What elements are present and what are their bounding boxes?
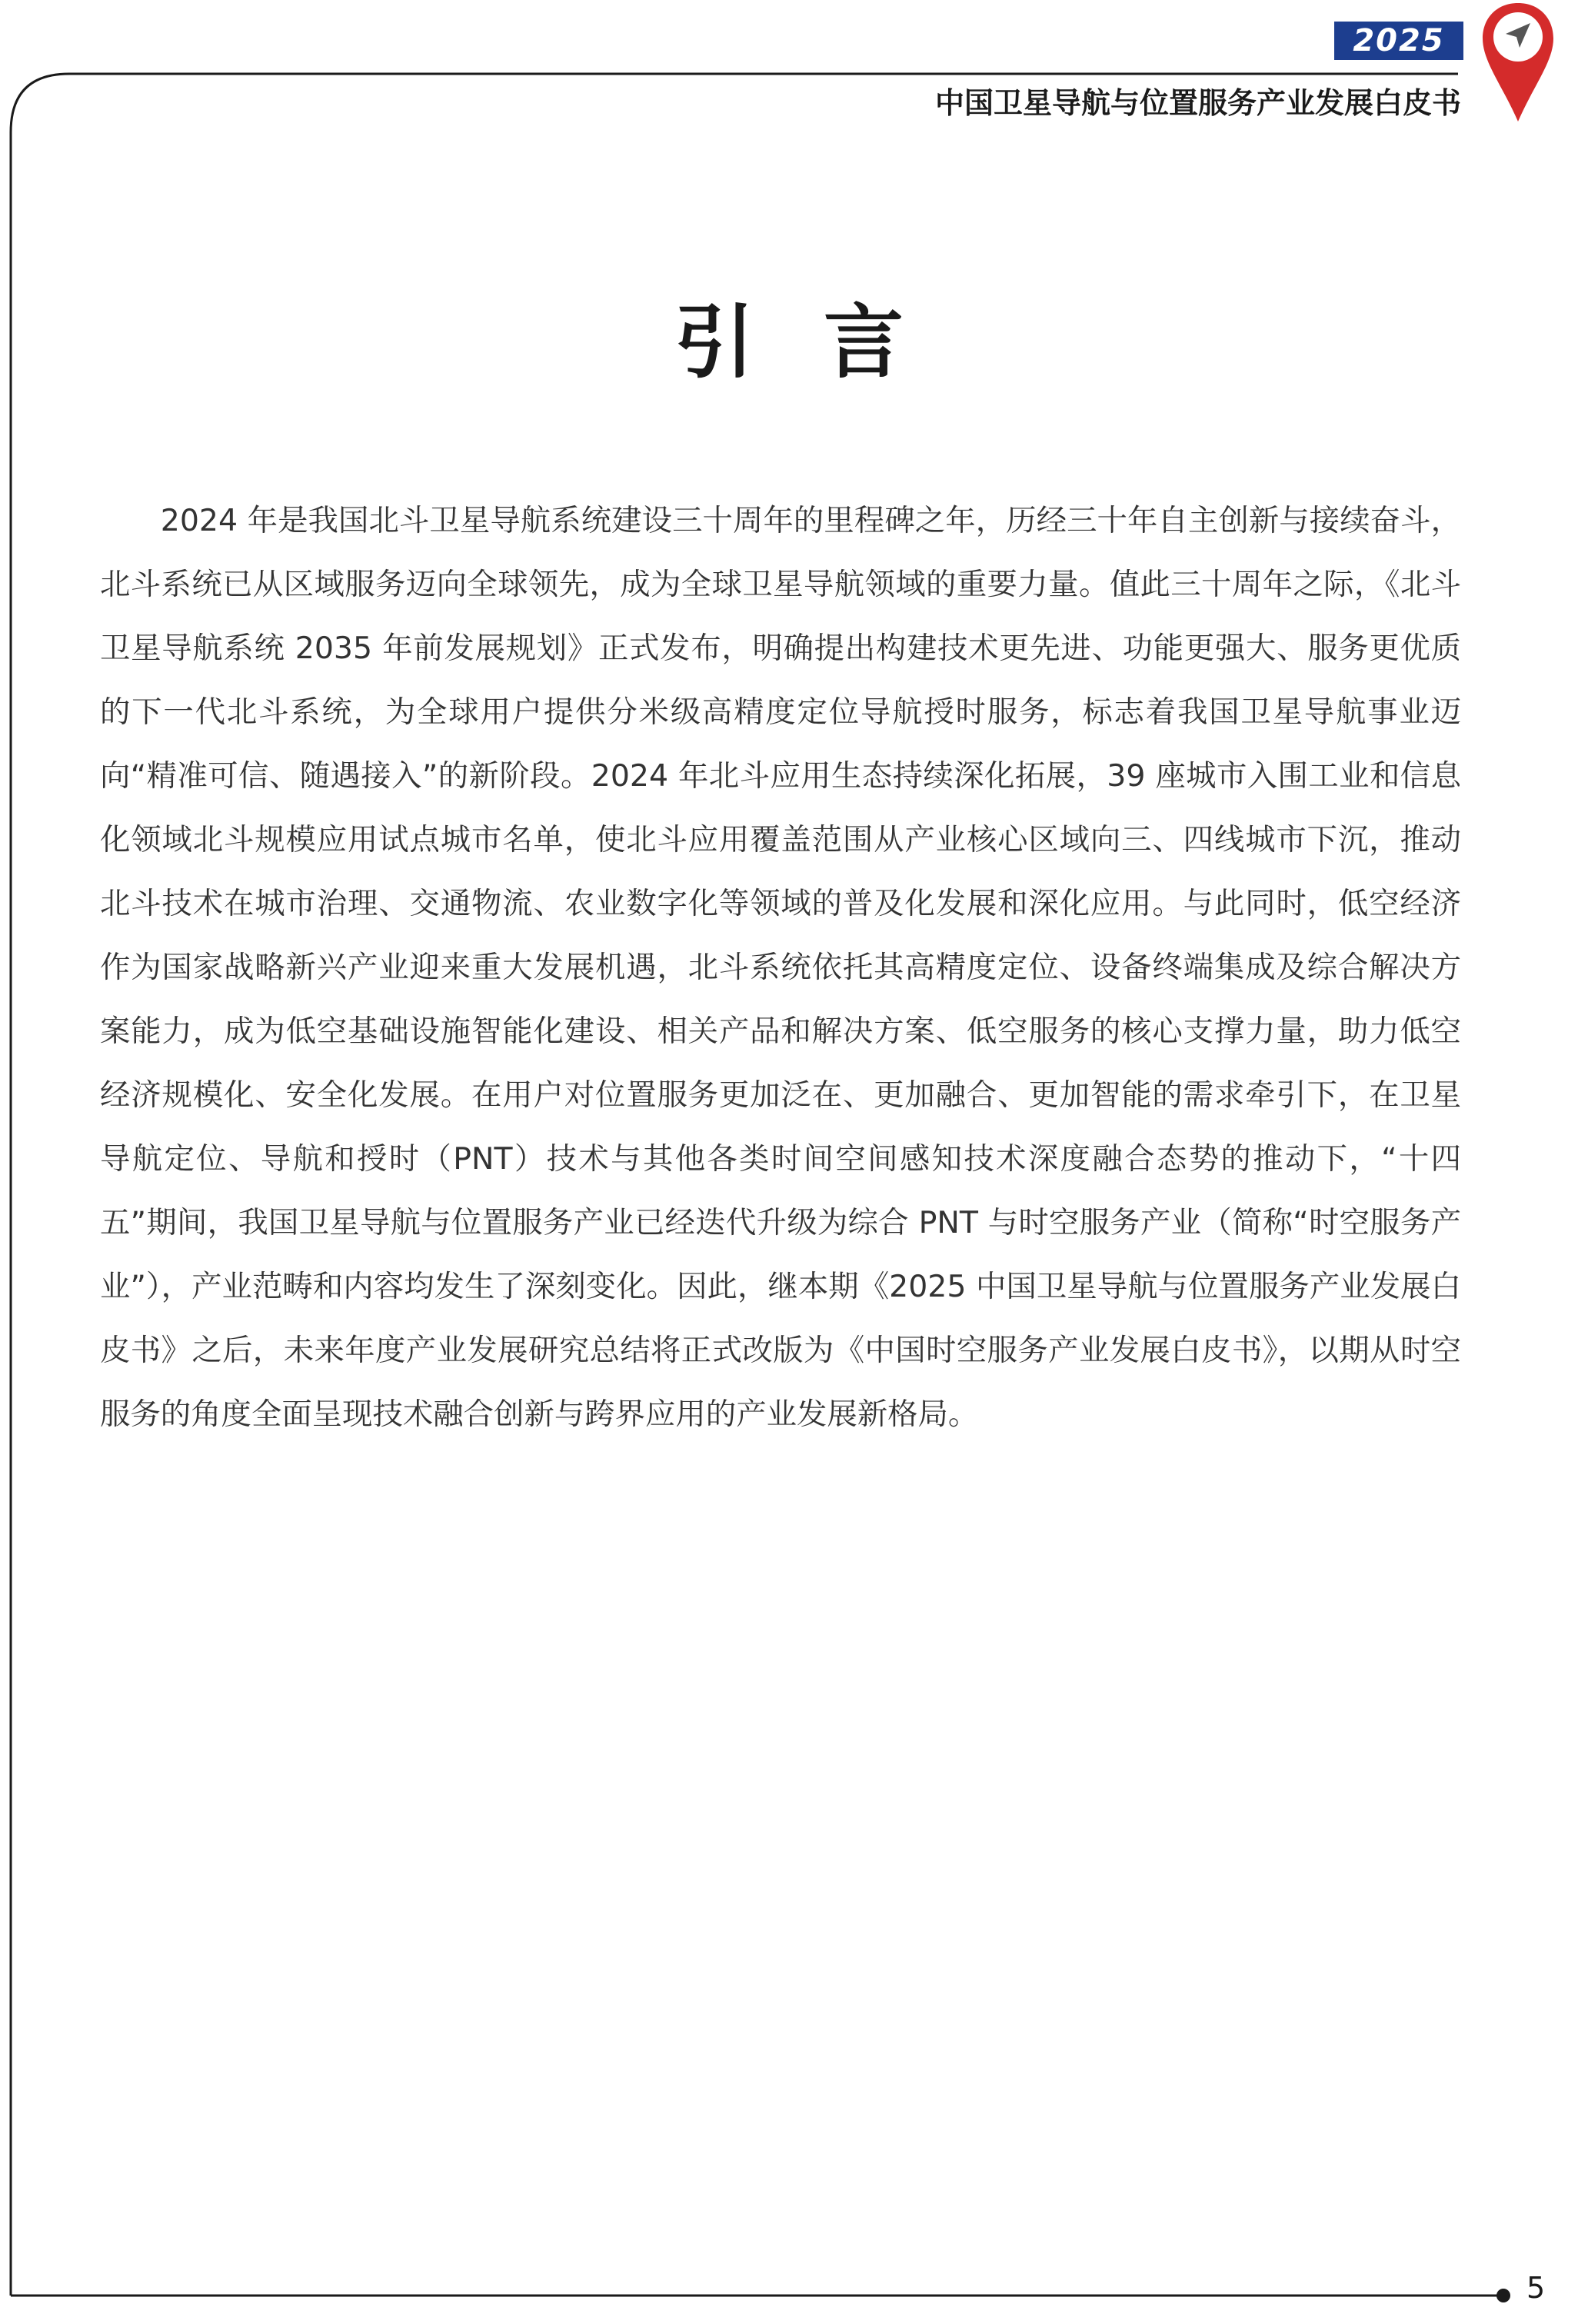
- page-number: 5: [1526, 2271, 1546, 2305]
- year-badge: 2025: [1334, 22, 1463, 60]
- frame-bottom-dot: [1496, 2289, 1510, 2302]
- intro-paragraph: 2024 年是我国北斗卫星导航系统建设三十周年的里程碑之年，历经三十年自主创新与接续奋斗，北斗系统已从区域服务迈向全球领先，成为全球卫星导航领域的重要力量。值此三十周年之际，《北斗卫星导航系统 2035 年前发展规划》正式发布，明确提出构建技术更先进、功能更强大、服务更优质的下一代北斗系统，为全球用户提供分米级高精度定位导航授时服务，标志着我国卫星导航事业迈向“精准可信、随遇接入”的新阶段。2024 年北斗应用生态持续深化拓展，39 座城市入围工业和信息化领域北斗规模应用试点城市名单，使北斗应用覆盖范围从产业核心区域向三、四线城市下沉，推动北斗技术在城市治理、交通物流、农业数字化等领域的普及化发展和深化应用。与此同时，低空经济作为国家战略新兴产业迎来重大发展机遇，北斗系统依托其高精度定位、设备终端集成及综合解决方案能力，成为低空基础设施智能化建设、相关产品和解决方案、低空服务的核心支撑力量，助力低空经济规模化、安全化发展。在用户对位置服务更加泛在、更加融合、更加智能的需求牵引下，在卫星导航定位、导航和授时（PNT）技术与其他各类时间空间感知技术深度融合态势的推动下，“十四五”期间，我国卫星导航与位置服务产业已经迭代升级为综合 PNT 与时空服务产业（简称“时空服务产业”），产业范畴和内容均发生了深刻变化。因此，继本期《2025 中国卫星导航与位置服务产业发展白皮书》之后，未来年度产业发展研究总结将正式改版为《中国时空服务产业发展白皮书》，以期从时空服务的角度全面呈现技术融合创新与跨界应用的产业发展新格局。: [100, 503, 1461, 1432]
- location-pin-icon: [1480, 0, 1556, 125]
- header-title: 中国卫星导航与位置服务产业发展白皮书: [934, 86, 1461, 120]
- page-title: 引言: [674, 295, 973, 389]
